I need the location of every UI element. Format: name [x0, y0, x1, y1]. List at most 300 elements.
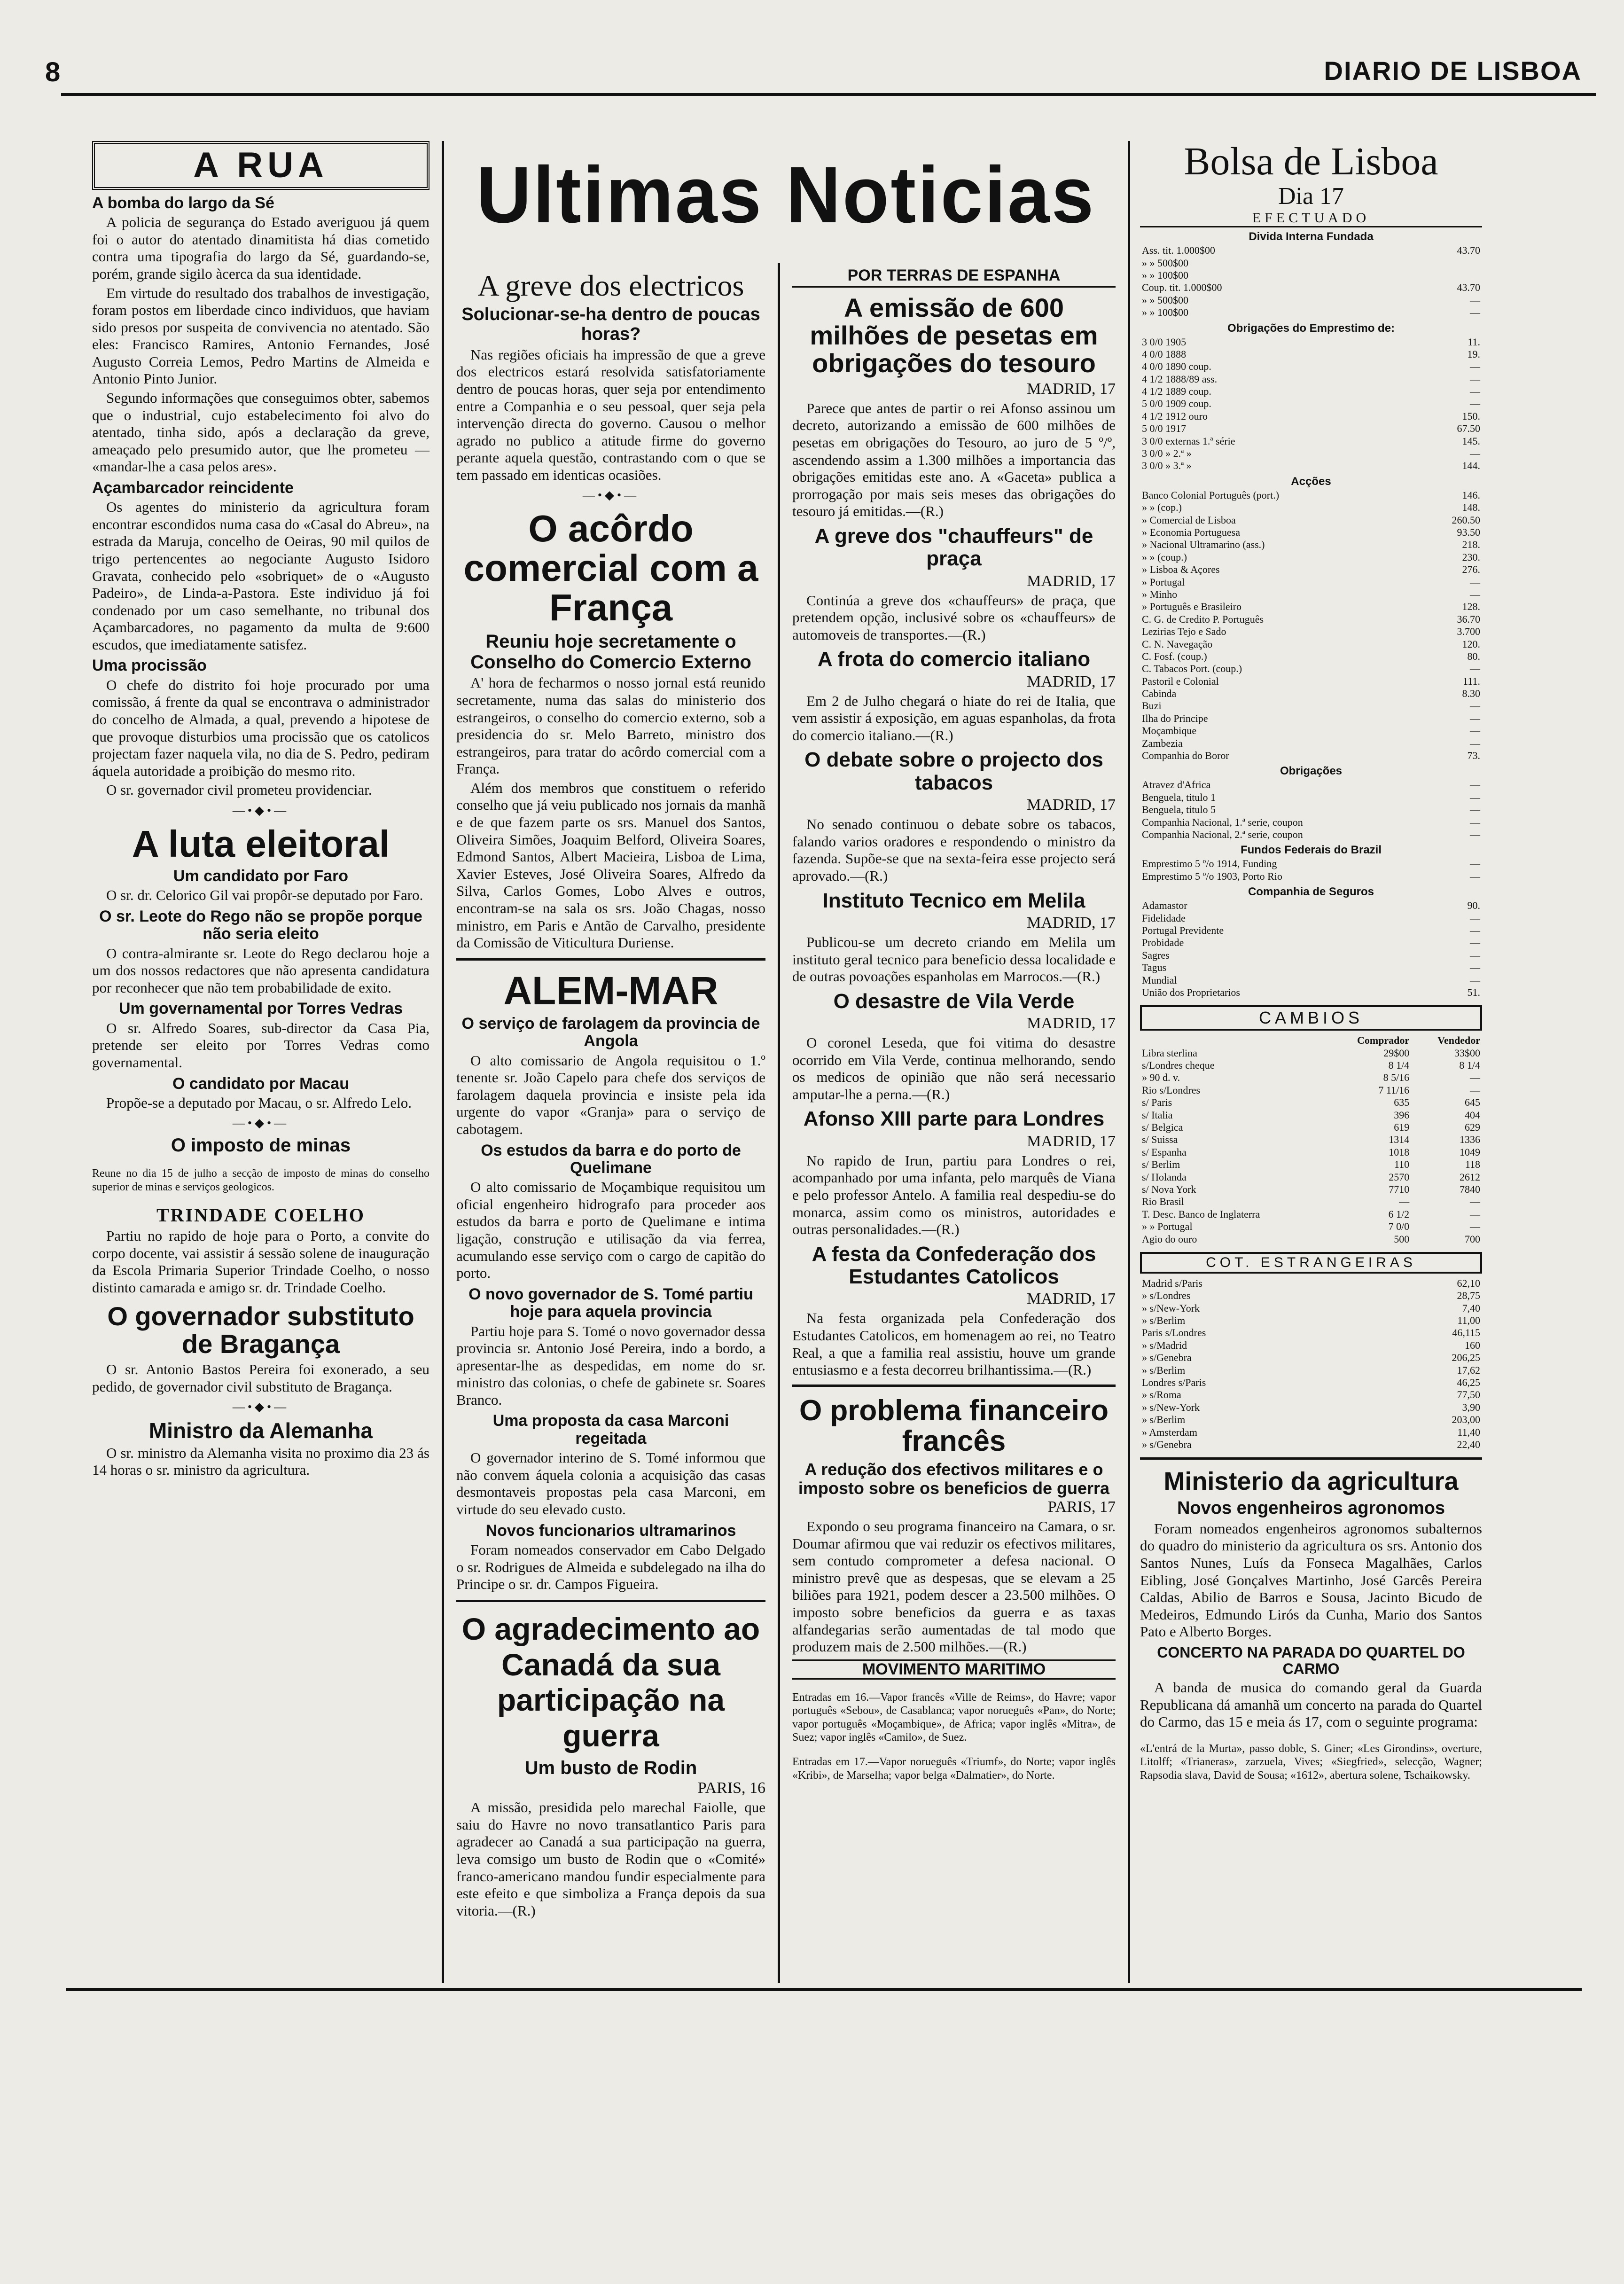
table-value-cell: 160: [1465, 1339, 1480, 1351]
table-value-cell: 43.70: [1457, 282, 1480, 294]
table-section-title: Obrigações: [1280, 765, 1343, 778]
article: [1140, 1457, 1482, 1641]
table-row: [1140, 1047, 1482, 1059]
table-value-cell: 7840: [1460, 1183, 1480, 1195]
banner-title: Ultimas Noticias: [476, 150, 1096, 240]
article: [456, 509, 765, 951]
masthead: DIARIO DE LISBOA: [1324, 56, 1582, 86]
table-value-cell: 146.: [1462, 489, 1480, 501]
table-value-cell: 17,62: [1457, 1364, 1480, 1376]
table-row: [1140, 1096, 1482, 1109]
subheadline: Solucionar-se-ha dentro de poucas horas?: [461, 305, 760, 344]
table-row: [1140, 1158, 1482, 1171]
table-row: [1140, 924, 1482, 937]
table-label-cell: » s/New-York: [1142, 1401, 1200, 1413]
table-row: [1140, 1208, 1482, 1220]
headline: A frota do comercio italiano: [817, 648, 1091, 671]
headline: A greve dos "chauffeurs" de praça: [814, 524, 1093, 571]
table-row: [1140, 447, 1482, 460]
table-row: [1140, 725, 1482, 737]
article-paragraph: O contra-almirante sr. Leote do Rego declarou hoje a um dos nossos redactores que não apresenta candidatura por reconhecer que não tem probabilidade de exito.: [92, 945, 429, 996]
table-value-cell: 8 5/16: [1383, 1072, 1410, 1084]
column-3: [780, 263, 1128, 2030]
table-row: [1140, 1314, 1482, 1327]
table-value-cell: 33$00: [1454, 1047, 1480, 1059]
obrigacoes-table: [1140, 779, 1482, 841]
table-row: [1140, 306, 1482, 319]
table-value-cell: —: [1470, 700, 1480, 712]
headline: Ministro da Alemanha: [148, 1418, 373, 1443]
article-paragraph: Foram nomeados conservador em Cabo Delgado o sr. Rodrigues de Almeida e subdelegado na ilha do Principe o sr. dr. Campos Figueira.: [456, 1541, 765, 1593]
table-row: [1140, 551, 1482, 563]
dateline: MADRID, 17: [1027, 1132, 1116, 1150]
ornament-divider: —•◆•—: [582, 488, 640, 502]
table-label-cell: União dos Proprietarios: [1142, 986, 1240, 998]
article: [92, 479, 429, 654]
table-row: [1140, 410, 1482, 422]
table-row: [1140, 1290, 1482, 1302]
table-label-cell: Atravez d'Africa: [1142, 779, 1211, 791]
table-value-cell: 500: [1394, 1233, 1410, 1245]
page-number: 8: [45, 57, 61, 87]
table-row: [1140, 1401, 1482, 1414]
table-label-cell: Companhia Nacional, 1.ª serie, coupon: [1142, 816, 1303, 828]
table-row: [1140, 1146, 1482, 1158]
table-value-cell: —: [1470, 962, 1480, 974]
headline: A emissão de 600 milhões de pesetas em obrigações do tesouro: [810, 293, 1098, 378]
table-value-cell: —: [1470, 294, 1480, 306]
table-value-cell: 7710: [1389, 1183, 1410, 1195]
dateline: MADRID, 17: [1027, 1015, 1116, 1032]
article: [456, 1600, 765, 1920]
table-value-cell: —: [1470, 1196, 1480, 1208]
article-paragraph: Em virtude do resultado dos trabalhos de investigação, foram postos em liberdade cinco individuos, que haviam sido presos por suspeita de convivencia no atentado. São eles: Francisco Ramires, Antonio Fernandes, José Augusto Correia Lemos, Pedro Martins de Almeida e Antonio Pinto Junior.: [92, 284, 429, 387]
article: [456, 270, 765, 484]
table-row: [1140, 1352, 1482, 1364]
table-value-cell: 144.: [1462, 460, 1480, 472]
table-row: [1140, 336, 1482, 348]
cot-estrangeiras-title: COT. ESTRANGEIRAS: [1140, 1252, 1482, 1274]
table-label-cell: Benguela, titulo 5: [1142, 804, 1216, 816]
headline: CONCERTO NA PARADA DO QUARTEL DO CARMO: [1157, 1643, 1465, 1678]
dateline: MADRID, 17: [1027, 572, 1116, 590]
table-label-cell: Companhia do Boror: [1142, 750, 1229, 762]
table-row: [1140, 294, 1482, 306]
table-value-cell: —: [1470, 712, 1480, 724]
table-value-cell: 645: [1465, 1096, 1480, 1109]
table-label-cell: s/ Italia: [1142, 1109, 1173, 1121]
table-row: [1140, 1072, 1482, 1084]
table-value-cell: 629: [1465, 1121, 1480, 1134]
table-value-cell: 62,10: [1457, 1277, 1480, 1289]
table-label-cell: C. Fosf. (coup.): [1142, 650, 1207, 662]
table-label-cell: Libra sterlina: [1142, 1047, 1197, 1059]
fundos-table: [1140, 858, 1482, 883]
table-label-cell: 3 0/0 externas 1.ª série: [1142, 435, 1235, 447]
table-section-title: Companhia de Seguros: [1248, 885, 1374, 899]
ornament-divider: —•◆•—: [232, 1400, 289, 1414]
headline: O debate sobre o projecto dos tabacos: [804, 748, 1103, 794]
table-value-cell: 110: [1394, 1158, 1410, 1171]
table-row: [1140, 937, 1482, 949]
article: [92, 824, 429, 1112]
table-label-cell: C. Tabacos Port. (coup.): [1142, 663, 1242, 675]
table-row: [1140, 986, 1482, 999]
table-row: [1140, 539, 1482, 551]
table-value-cell: 128.: [1462, 601, 1480, 613]
table-value-cell: 619: [1394, 1121, 1410, 1134]
table-label-cell: » s/Roma: [1142, 1389, 1181, 1401]
subheadline: Um governamental por Torres Vedras: [118, 1000, 403, 1018]
article: [792, 525, 1116, 644]
table-label-cell: T. Desc. Banco de Inglaterra: [1142, 1208, 1260, 1220]
table-section-title: Fundos Federais do Brazil: [1240, 844, 1382, 857]
table-value-cell: 67.50: [1457, 422, 1480, 435]
subheadline: Novos engenheiros agronomos: [1177, 1498, 1445, 1518]
table-label-cell: Emprestimo 5 º/o 1903, Porto Rio: [1142, 870, 1282, 882]
article-paragraph: Partiu no rapido de hoje para o Porto, a convite do corpo docente, vai assistir á sessão solene de inauguração da Escola Primaria Superior Trindade Coelho, o nosso distinto camarada e amigo sr. dr. Trindade Coelho.: [92, 1228, 429, 1296]
table-row: [1140, 638, 1482, 650]
table-value-cell: 46,25: [1457, 1377, 1480, 1389]
article: [792, 1108, 1116, 1238]
article-paragraph: Continúa a greve dos «chauffeurs» de praça, que pretendem opção, inclusivé sobre os «chauffeurs» de automoveis de transportes.—(R.): [792, 592, 1116, 643]
table-label-cell: Lezirias Tejo e Sado: [1142, 626, 1226, 638]
table-label-cell: s/ Nova York: [1142, 1183, 1196, 1195]
table-value-cell: —: [1470, 360, 1480, 373]
article-paragraph: No rapido de Irun, partiu para Londres o rei, acompanhado por uma infanta, pelo marquês de Viana e pelo professor Antelo. A familia real despediu-se do monarca, assim como os ministros, autoridades e outras personalidades.—(R.): [792, 1152, 1116, 1238]
table-row: [1140, 974, 1482, 986]
table-label-cell: 4 0/0 1888: [1142, 348, 1187, 360]
table-value-cell: —: [1470, 858, 1480, 870]
table-value-cell: —: [1470, 576, 1480, 588]
table-label-cell: s/ Paris: [1142, 1096, 1172, 1109]
table-value-cell: 7 0/0: [1388, 1220, 1410, 1233]
table-row: [1140, 489, 1482, 501]
table-value-cell: —: [1470, 447, 1480, 460]
table-value-cell: 8 1/4: [1388, 1059, 1410, 1072]
table-value-cell: 1314: [1389, 1134, 1410, 1146]
table-label-cell: » Comercial de Lisboa: [1142, 514, 1236, 526]
article: [792, 1659, 1116, 1782]
subheadline: Novos funcionarios ultramarinos: [485, 1521, 736, 1540]
table-label-cell: » s/Berlim: [1142, 1414, 1186, 1426]
table-value-cell: 29$00: [1383, 1047, 1410, 1059]
table-label-cell: 5 0/0 1909 coup.: [1142, 398, 1211, 410]
table-row: [1140, 816, 1482, 829]
table-row: [1140, 601, 1482, 613]
table-row: [1140, 1277, 1482, 1290]
table-row: [1140, 1364, 1482, 1377]
table-row: [1140, 1084, 1482, 1096]
table-value-cell: —: [1470, 912, 1480, 924]
table-row: [1140, 700, 1482, 712]
table-row: [1140, 1059, 1482, 1072]
table-label-cell: s/Londres cheque: [1142, 1059, 1215, 1072]
table-value-cell: 276.: [1462, 563, 1480, 576]
table-section-title: Acções: [1291, 475, 1331, 488]
subheadline: Reuniu hoje secretamente o Conselho do Comercio Externo: [470, 631, 751, 673]
emprestimo-table: [1140, 336, 1482, 472]
table-row: [1140, 435, 1482, 447]
banner: [446, 136, 1125, 258]
table-row: [1140, 962, 1482, 974]
divida-table: [1140, 244, 1482, 319]
table-label-cell: Rio s/Londres: [1142, 1084, 1201, 1096]
table-value-cell: —: [1470, 1084, 1480, 1096]
table-label-cell: Portugal Previdente: [1142, 924, 1224, 936]
table-value-cell: 230.: [1462, 551, 1480, 563]
article-paragraph: O sr. Alfredo Soares, sub-director da Casa Pia, pretende ser eleito por Torres Vedras como governamental.: [92, 1019, 429, 1071]
article-paragraph: Expondo o seu programa financeiro na Camara, o sr. Doumar afirmou que vai reduzir os efectivos militares, sem contudo comprometer a defesa nacional. O ministro prevê que as despesas, que se elevam a 25 biliões para 1921, podem descer a 23.500 milhões. O imposto sobre beneficios da guerra e as taxas alfandegarias serão aumentadas de tal modo que produzem mais de 2.500 milhões.—(R.): [792, 1518, 1116, 1655]
table-header-cell: [1140, 1034, 1326, 1047]
table-value-cell: [1399, 269, 1482, 282]
table-value-cell: —: [1470, 385, 1480, 398]
table-value-cell: 700: [1465, 1233, 1480, 1245]
table-value-cell: 3,90: [1462, 1401, 1480, 1413]
table-label-cell: Fidelidade: [1142, 912, 1186, 924]
table-value-cell: 206,25: [1452, 1352, 1480, 1364]
article-paragraph: Além dos membros que constituem o referido conselho que já veiu publicado nos jornais da manhã e de que fazem parte os srs. Manuel dos Santos, Oliveira Simões, Joaquim Belford, Oliveira Soares, Edmond Santos, Albert Macieira, Lisboa de Lima, Xavier Esteves, José Oliveira Soares, Alfredo da Silva, Carlos Gomes, Lobo Alves e outros, encontram-se na sala os srs. João Chagas, nosso ministro, em Paris e Antão de Carvalho, presidente da Comissão de Viticultura Duriense.: [456, 779, 765, 951]
table-value-cell: 11.: [1468, 336, 1480, 348]
headline: A bomba do largo da Sé: [92, 194, 274, 212]
headline: Açambarcador reincidente: [92, 478, 294, 497]
table-row: [1140, 460, 1482, 472]
table-label-cell: s/ Berlim: [1142, 1158, 1180, 1171]
table-label-cell: 4 0/0 1890 coup.: [1142, 360, 1211, 373]
table-label-cell: Ilha do Principe: [1142, 712, 1208, 724]
dateline: MADRID, 17: [1027, 673, 1116, 690]
table-value-cell: 36.70: [1457, 613, 1480, 625]
table-row: [1140, 576, 1482, 588]
table-label-cell: » Nacional Ultramarino (ass.): [1142, 539, 1265, 551]
article: [792, 1384, 1116, 1656]
table-row: [1140, 1171, 1482, 1183]
table-value-cell: 7 11/16: [1378, 1084, 1410, 1096]
headline: O desastre de Vila Verde: [833, 989, 1075, 1013]
article: [92, 1205, 429, 1296]
table-row: [1140, 360, 1482, 373]
table-label-cell: » s/Berlim: [1142, 1364, 1186, 1376]
table-row: [1140, 1134, 1482, 1146]
article-paragraph: O sr. dr. Celorico Gil vai propôr-se deputado por Faro.: [106, 887, 423, 904]
table-label-cell: C. G. de Credito P. Português: [1142, 613, 1264, 625]
table-row: [1140, 912, 1482, 924]
headline: TRINDADE COELHO: [156, 1205, 365, 1226]
table-label-cell: » Minho: [1142, 588, 1178, 600]
table-value-cell: 1018: [1389, 1146, 1410, 1158]
subheadline: Uma proposta da casa Marconi regeitada: [492, 1412, 729, 1447]
table-value-cell: 46,115: [1452, 1327, 1480, 1339]
table-label-cell: Zambezia: [1142, 737, 1183, 749]
table-value-cell: 1336: [1460, 1134, 1480, 1146]
table-row: [1140, 1183, 1482, 1196]
table-value-cell: 203,00: [1452, 1414, 1480, 1426]
table-row: [1140, 1220, 1482, 1233]
table-row: [1140, 1302, 1482, 1314]
article-paragraph: A policia de segurança do Estado averiguou já quem foi o autor do atentado dinamitista há dias cometido contra uma tipografia do largo da Sé, guardando-se, porém, grande sigilo àcerca da sua identidade.: [92, 214, 429, 282]
table-row: [1140, 588, 1482, 601]
table-row: [1140, 398, 1482, 410]
dateline: MADRID, 17: [1027, 380, 1116, 398]
table-label-cell: s/ Espanha: [1142, 1146, 1187, 1158]
table-label-cell: Rio Brasil: [1142, 1196, 1184, 1208]
dateline: MADRID, 17: [1027, 914, 1116, 931]
article: [92, 1303, 429, 1395]
table-label-cell: C. N. Navegação: [1142, 638, 1213, 650]
table-label-cell: » » 500$00: [1142, 294, 1188, 306]
table-row: [1140, 1389, 1482, 1401]
article-paragraph: Entradas em 16.—Vapor francês «Ville de Reims», do Havre; vapor português «Sebou», de Casablanca; vapor norueguês «Pan», do Norte; vapor português «Moçambique», de Africa; vapor inglês «Mitra», de Suez; vapor inglês «Camilo», de Suez.: [792, 1691, 1116, 1744]
table-value-cell: —: [1470, 791, 1480, 803]
table-row: [1140, 675, 1482, 688]
table-value-cell: —: [1470, 373, 1480, 385]
table-value-cell: 148.: [1462, 501, 1480, 514]
table-value-cell: —: [1470, 804, 1480, 816]
article: [92, 1135, 429, 1194]
table-label-cell: Londres s/Paris: [1142, 1377, 1206, 1389]
article-paragraph: O sr. ministro da Alemanha visita no proximo dia 23 ás 14 horas o sr. ministro da agricultura.: [92, 1444, 429, 1478]
table-value-cell: —: [1470, 588, 1480, 600]
article-paragraph: Foram nomeados engenheiros agronomos subalternos do quadro do ministerio da agricultura os srs. Antonio dos Santos Nunes, Luís da Fonseca Magalhães, Carlos Eibling, José Gonçalves Martinho, José Garcês Pereira Caldas, Abilio de Barros e Sousa, Jacinto Bicudo de Medeiros, Edmundo Lirós da Cunha, Mario dos Santos Pato e Alberto Borges.: [1140, 1520, 1482, 1640]
table-label-cell: » Portugal: [1142, 576, 1185, 588]
table-label-cell: Paris s/Londres: [1142, 1327, 1206, 1339]
table-label-cell: Tagus: [1142, 962, 1167, 974]
table-value-cell: —: [1470, 737, 1480, 749]
table-label-cell: Companhia Nacional, 2.ª serie, coupon: [1142, 828, 1303, 840]
table-row: [1140, 779, 1482, 791]
headline: Uma procissão: [92, 657, 207, 675]
table-label-cell: Adamastor: [1142, 900, 1187, 912]
section-rubric: [92, 141, 429, 190]
table-value-cell: —: [1470, 828, 1480, 840]
table-label-cell: » » 100$00: [1142, 306, 1188, 319]
table-label-cell: s/ Belgica: [1142, 1121, 1183, 1134]
article: [792, 890, 1116, 986]
table-row: [1140, 1426, 1482, 1439]
table-value-cell: 11,00: [1457, 1314, 1480, 1327]
table-row: [1140, 626, 1482, 638]
subheadline: O candidato por Macau: [172, 1074, 349, 1093]
table-label-cell: Emprestimo 5 º/o 1914, Funding: [1142, 858, 1277, 870]
table-value-cell: —: [1470, 398, 1480, 410]
table-label-cell: 5 0/0 1917: [1142, 422, 1187, 435]
efectuado-label: EFECTUADO: [1140, 210, 1482, 227]
article-paragraph: Nas regiões oficiais ha impressão de que a greve dos electricos estará resolvida satisfatoriamente dentro de poucas horas, quer seja por entendimento entre a Companhia e o seu pessoal, quer seja pela intervenção directa do governo. Causou o melhor agrado no publico a atitude firme do governo perante aquela questão, contrastando com o que se tem passado em identicas ocasiões.: [456, 346, 765, 483]
article-paragraph: Propõe-se a deputado por Macau, o sr. Alfredo Lelo.: [106, 1094, 412, 1111]
article: [792, 749, 1116, 884]
table-row: [1140, 858, 1482, 870]
table-label-cell: » Lisboa & Açores: [1142, 563, 1220, 576]
table-label-cell: Mundial: [1142, 974, 1177, 986]
table-row: [1140, 750, 1482, 762]
table-value-cell: 1049: [1460, 1146, 1480, 1158]
seguros-table: [1140, 900, 1482, 999]
table-value-cell: 404: [1465, 1109, 1480, 1121]
bolsa-title: Bolsa de Lisboa: [1184, 141, 1438, 183]
ornament-divider: —•◆•—: [232, 1116, 289, 1130]
table-label-cell: Coup. tit. 1.000$00: [1142, 282, 1222, 294]
article-paragraph: O chefe do distrito foi hoje procurado por uma comissão, á frente da qual se encontrava o administrador do concelho de Almada, a qual, prevendo a hipotese de que provoque disturbios uma procissão que os catolicos projectam fazer naquela vila, no dia de S. Pedro, pediram áquela autoridade a proibição do mesmo rito.: [92, 676, 429, 779]
table-header-row: [1140, 1034, 1482, 1047]
cambios-title: CAMBIOS: [1140, 1005, 1482, 1031]
article-paragraph: Na festa organizada pela Confederação dos Estudantes Catolicos, em homenagem ao rei, no Teatro Real, a que a familia real assistiu, houve um grande entusiasmo e a festa decorreu brilhantissima.—(R.): [792, 1310, 1116, 1378]
table-row: [1140, 949, 1482, 962]
article-paragraph: A' hora de fecharmos o nosso jornal está reunido secretamente, numa das salas do ministerio dos estrangeiros, o conselho do comercio externo, sob a presidencia do sr. Melo Barreto, ministro dos estrangeiros, para tratar do acôrdo comercial com a França.: [456, 674, 765, 777]
table-row: [1140, 373, 1482, 385]
rubric-title: A RUA: [193, 145, 328, 185]
table-value-cell: 118: [1465, 1158, 1480, 1171]
subheadline: Um busto de Rodin: [524, 1758, 697, 1779]
table-row: [1140, 663, 1482, 675]
table-row: [1140, 514, 1482, 526]
table-header-cell: Comprador: [1357, 1034, 1410, 1047]
table-header-cell: Vendedor: [1437, 1034, 1480, 1047]
headline: O problema financeiro francês: [799, 1394, 1109, 1457]
headline: A festa da Confederação dos Estudantes Catolicos: [812, 1242, 1096, 1289]
table-section-title: Obrigações do Emprestimo de:: [1227, 321, 1395, 335]
article-paragraph: «L'entrá de la Murta», passo doble, S. Giner; «Les Girondins», overture, Litolff; «Trianeras», zarzuela, Vives; «Siegfried», selecção, Wagner; Rapsodia slava, David de Sousa; «1612», abertura solene, Tschaikowsky.: [1140, 1743, 1482, 1782]
table-value-cell: —: [1470, 1072, 1480, 1084]
subheadline: Os estudos da barra e do porto de Quelimane: [481, 1141, 741, 1177]
table-value-cell: —: [1399, 1196, 1410, 1208]
table-label-cell: » s/Madrid: [1142, 1339, 1187, 1351]
dateline: PARIS, 16: [697, 1779, 765, 1797]
table-value-cell: 93.50: [1457, 526, 1480, 538]
table-value-cell: 7,40: [1462, 1302, 1480, 1314]
table-value-cell: 73.: [1467, 750, 1480, 762]
article-paragraph: O coronel Leseda, que foi vitima do desastre ocorrido em Vila Verde, continua melhorando, sendo os medicos de opinião que não será necessario amputar-lhe a perna.—(R.): [792, 1034, 1116, 1103]
headline: A luta eleitoral: [132, 822, 390, 865]
table-row: [1140, 563, 1482, 576]
headline: A greve dos electricos: [477, 269, 744, 302]
table-row: [1140, 1339, 1482, 1352]
table-row: [1140, 613, 1482, 626]
table-value-cell: 396: [1394, 1109, 1410, 1121]
table-row: [1140, 737, 1482, 750]
column-1: [80, 141, 442, 2030]
table-label-cell: Probidade: [1142, 937, 1184, 949]
table-label-cell: Madrid s/Paris: [1142, 1277, 1202, 1289]
article-paragraph: O sr. governador civil prometeu providenciar.: [106, 782, 372, 798]
table-label-cell: s/ Suissa: [1142, 1134, 1178, 1146]
table-value-cell: —: [1470, 949, 1480, 961]
subheadline: A redução dos efectivos militares e o imposto sobre os beneficios de guerra: [798, 1459, 1110, 1498]
table-row: [1140, 1377, 1482, 1389]
column-4: [1132, 141, 1490, 2030]
table-row: [1140, 526, 1482, 539]
table-row: [1140, 712, 1482, 725]
table-label-cell: Moçambique: [1142, 725, 1197, 737]
table-label-cell: » Amsterdam: [1142, 1426, 1197, 1438]
table-label-cell: 4 1/2 1889 coup.: [1142, 385, 1211, 398]
table-label-cell: Agio do ouro: [1142, 1233, 1197, 1245]
article-paragraph: O alto comissario de Angola requisitou o 1.º tenente sr. João Capelo para chefe dos serviços de farolagem daquela provincia e insiste pela ida urgente do vapor «Granja» para o serviço de cabotagem.: [456, 1052, 765, 1137]
table-value-cell: 77,50: [1457, 1389, 1480, 1401]
table-row: [1140, 1327, 1482, 1339]
table-row: [1140, 501, 1482, 514]
dateline: MADRID, 17: [1027, 796, 1116, 814]
headline: O governador substituto de Bragança: [107, 1301, 414, 1359]
table-value-cell: 3.700: [1457, 626, 1480, 638]
table-value-cell: [1399, 257, 1482, 269]
table-label-cell: Banco Colonial Português (port.): [1142, 489, 1280, 501]
table-value-cell: 2612: [1460, 1171, 1480, 1183]
article-paragraph: Partiu hoje para S. Tomé o novo governador dessa provincia sr. Antonio José Pereira, indo a bordo, a apresentar-lhe as despedidas, em nome do sr. ministro das colonias, o chefe de gabinete sr. Soares Branco.: [456, 1322, 765, 1408]
article-paragraph: O governador interino de S. Tomé informou que não convem áquela colonia a acquisição das casas desmontaveis propostas pela casa Marconi, em virtude do seu elevado custo.: [456, 1449, 765, 1517]
table-value-cell: —: [1470, 870, 1480, 882]
ornament-divider: —•◆•—: [232, 803, 289, 817]
bolsa-subtitle: Dia 17: [1278, 183, 1344, 210]
